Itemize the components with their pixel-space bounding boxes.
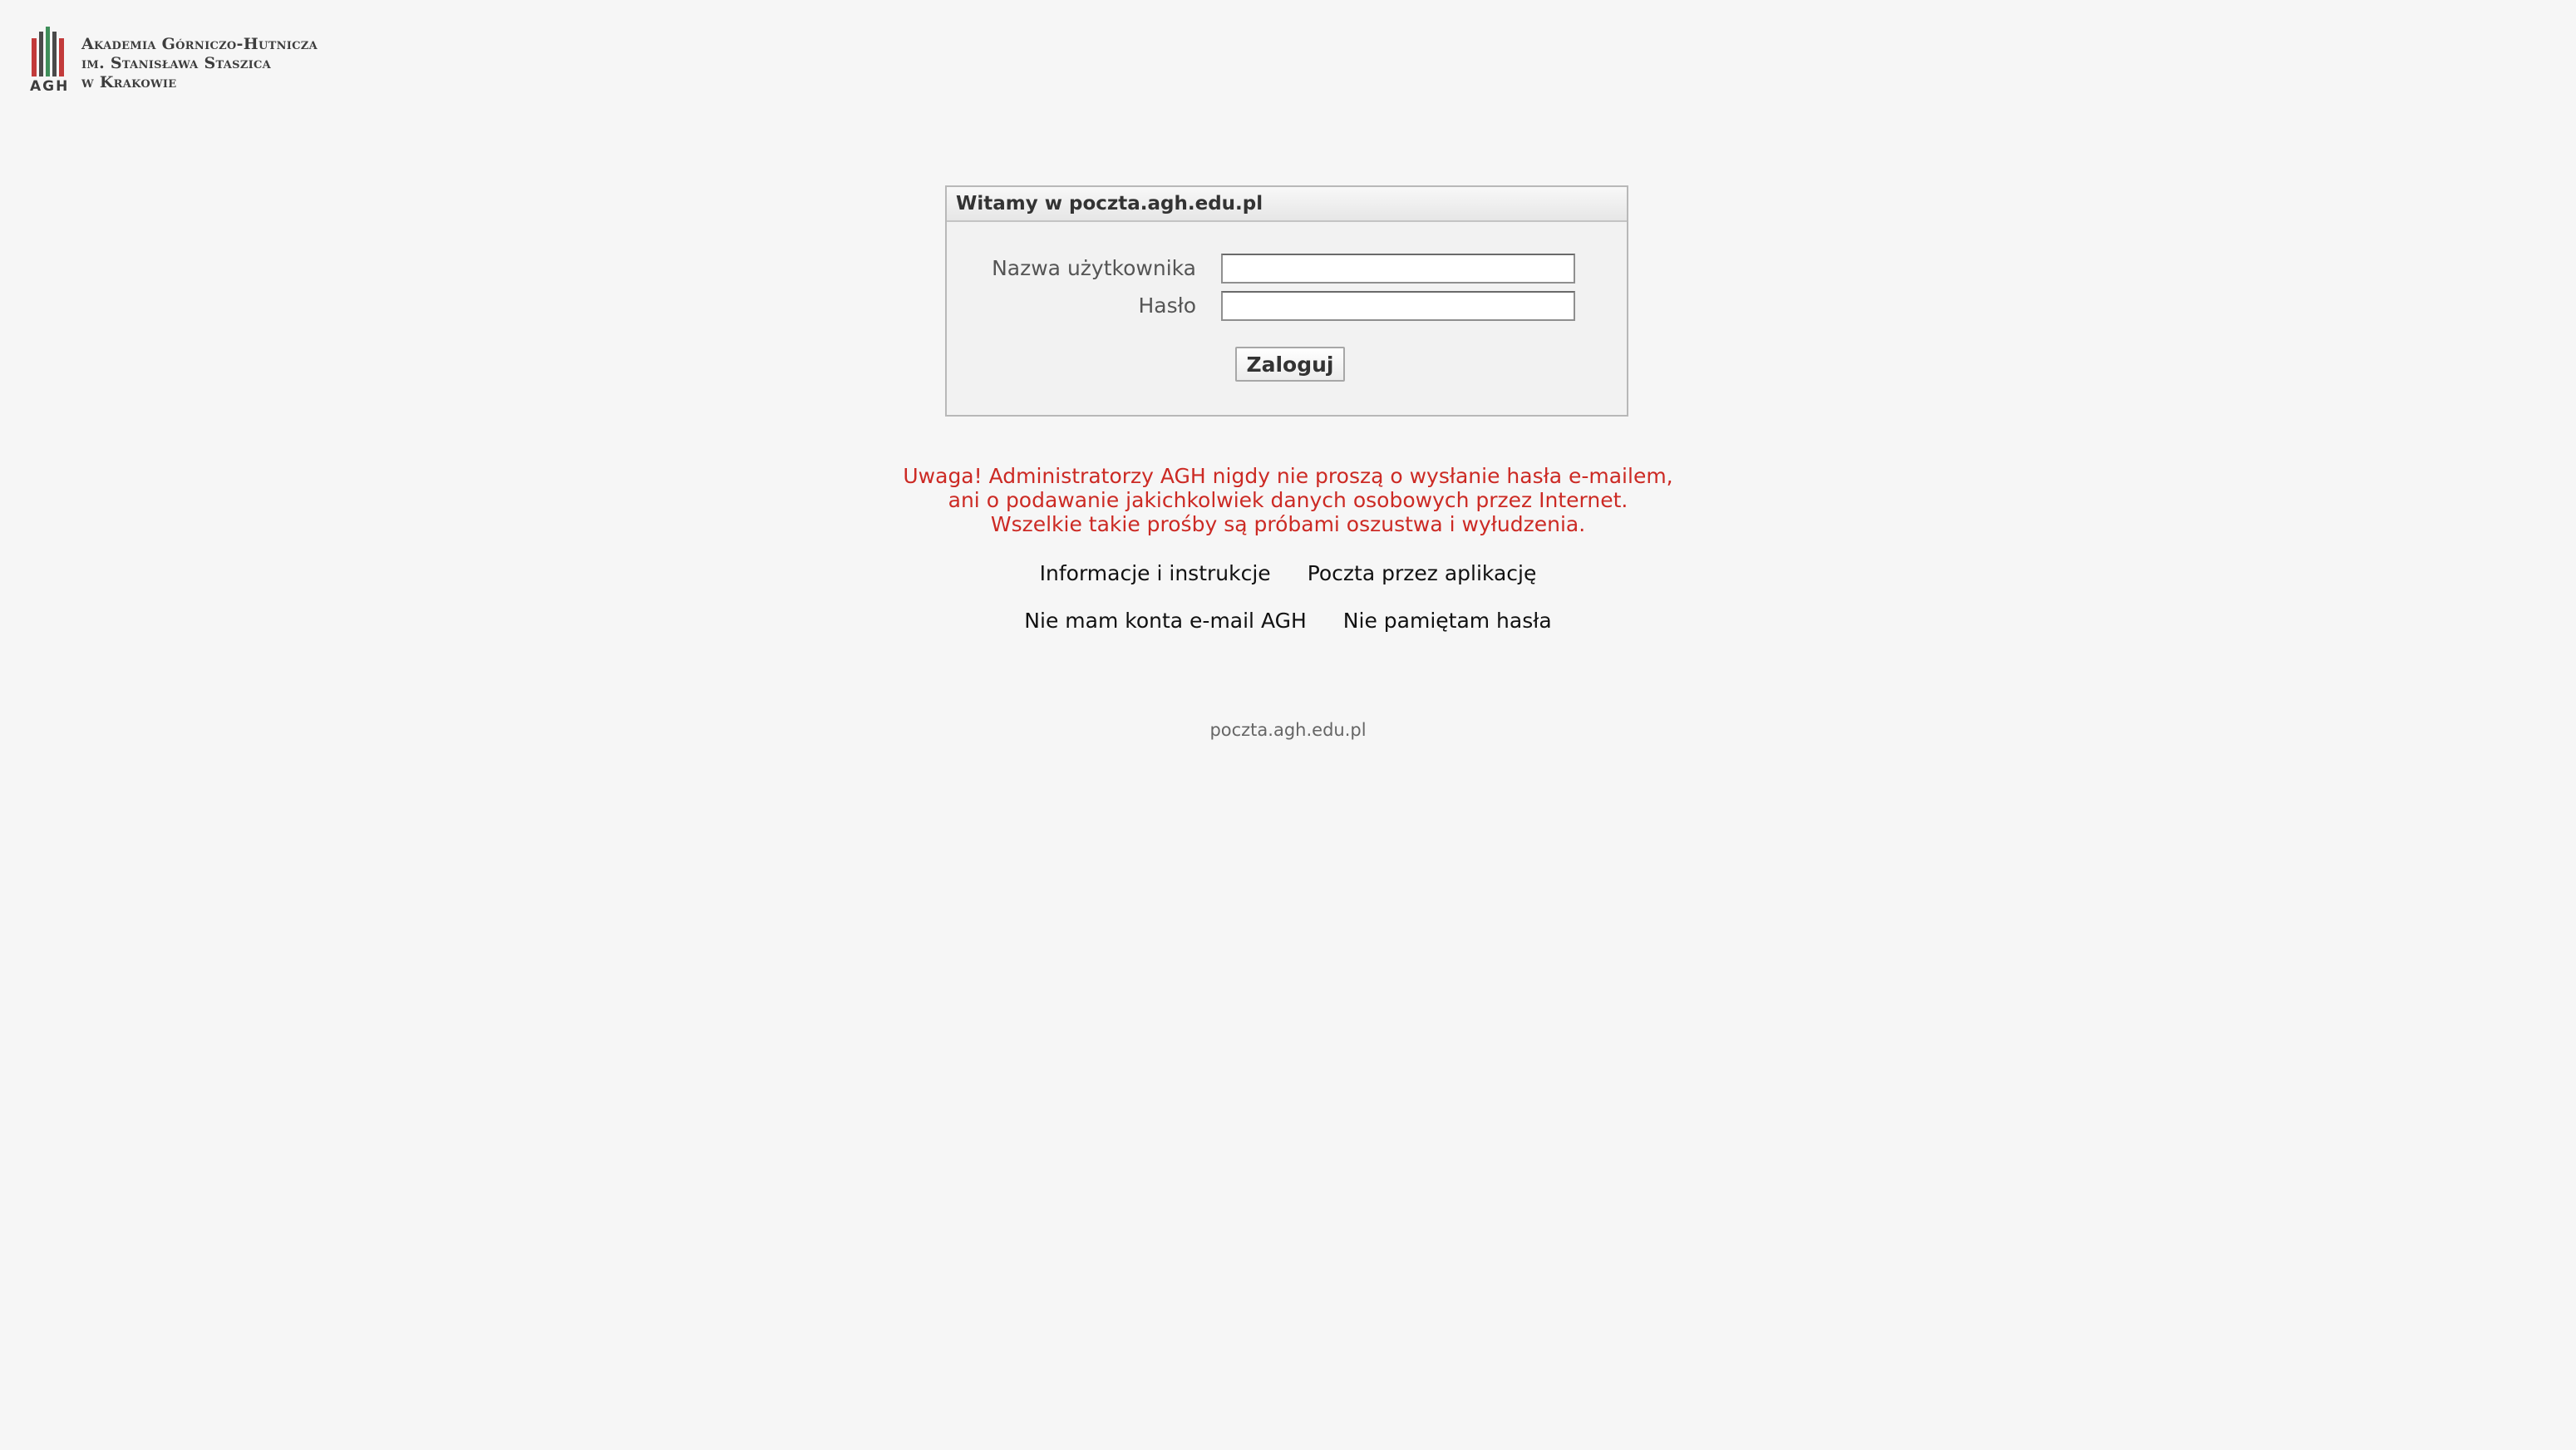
password-row bbox=[947, 289, 1627, 323]
login-title: Witamy w poczta.agh.edu.pl bbox=[947, 187, 1627, 222]
agh-logo[interactable] bbox=[30, 25, 329, 96]
warning-line-3: Wszelkie takie prośby są próbami oszustwa i wyłudzenia. bbox=[990, 512, 1586, 536]
info-link[interactable]: Informacje i instrukcje bbox=[1039, 561, 1271, 585]
no-account-link[interactable]: Nie mam konta e-mail AGH bbox=[1024, 609, 1307, 633]
logo-text bbox=[81, 35, 318, 92]
warning-line-2: ani o podawanie jakichkolwiek danych osobowych przez Internet. bbox=[948, 488, 1628, 512]
logo-line-2: im. Stanisława Staszica bbox=[81, 54, 272, 72]
logo-abbreviation: AGH bbox=[30, 78, 70, 95]
logo-line-3: w Krakowie bbox=[81, 73, 177, 91]
warning-line-1: Uwaga! Administratorzy AGH nigdy nie proszą o wysłanie hasła e-mailem, bbox=[903, 464, 1673, 488]
links-row-2 bbox=[0, 609, 2576, 634]
login-form bbox=[945, 185, 1628, 417]
password-input[interactable] bbox=[1221, 291, 1575, 321]
username-label: Nazwa użytkownika bbox=[992, 256, 1196, 280]
username-input[interactable] bbox=[1221, 254, 1575, 284]
phishing-warning bbox=[0, 464, 2576, 536]
password-label: Hasło bbox=[1138, 293, 1196, 318]
forgot-password-link[interactable]: Nie pamiętam hasła bbox=[1342, 609, 1552, 633]
logo-line-1: Akademia Górniczo-Hutnicza bbox=[81, 35, 318, 53]
login-button[interactable]: Zaloguj bbox=[1235, 347, 1345, 382]
username-row bbox=[947, 252, 1627, 285]
footer-domain: poczta.agh.edu.pl bbox=[1209, 720, 1367, 740]
app-mail-link[interactable]: Poczta przez aplikację bbox=[1307, 561, 1537, 585]
links-row-1 bbox=[0, 561, 2576, 586]
